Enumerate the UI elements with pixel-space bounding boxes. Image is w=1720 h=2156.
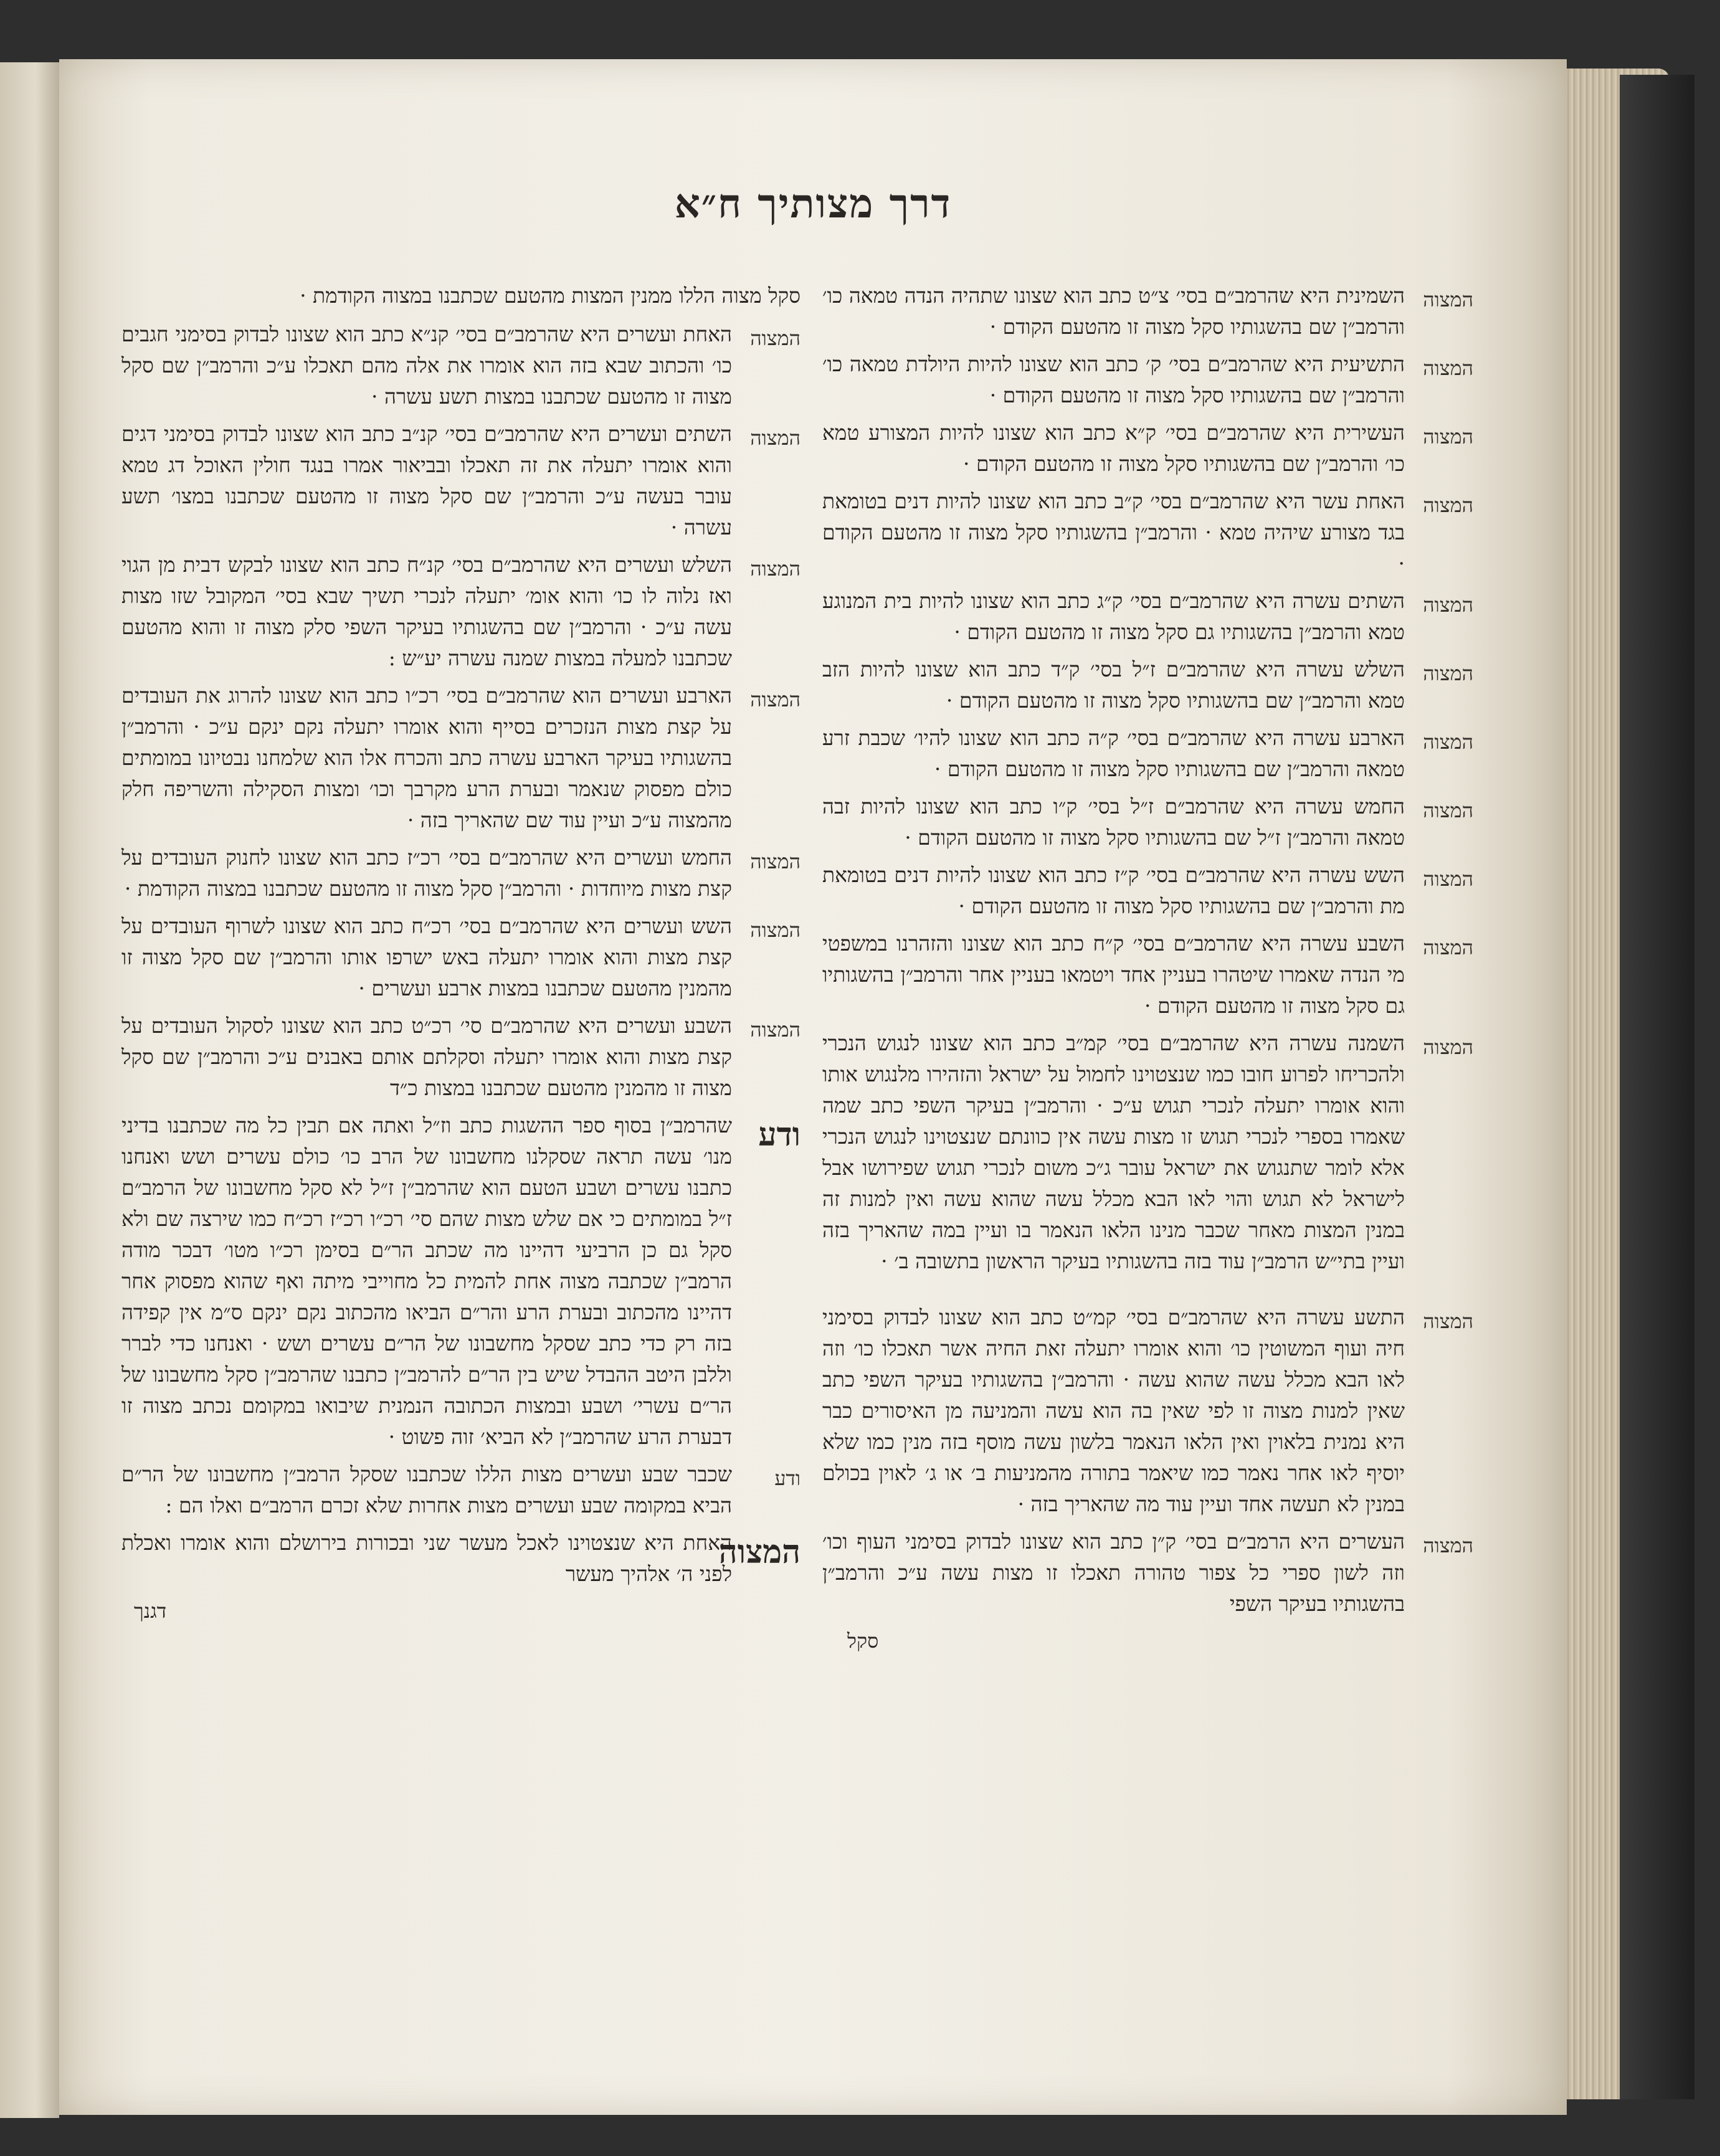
commandment-entry [121,419,801,543]
entry-label: המצוה [1423,867,1473,891]
commandment-entry [121,680,801,836]
entry-label: המצוה [750,557,801,581]
entry-text: העשרים היא הרמב״ם בסי׳ ק״ן כתב הוא שצונו לבדוק בסימני העוף וכו׳ וזה לשון ספרי כל צפור טהורה תאכלו זו מצות עשה ע״כ והרמב״ן בהשגותיו בעיקר השפי [822,1529,1405,1616]
entry-label: המצוה [1423,1309,1473,1333]
entry-text: האחת ועשרים היא שהרמב״ם בסי׳ קנ״א כתב הוא שצונו לבדוק בסימני חגבים כו׳ והכתוב שבא בזה הוא אומרו את אלה מהם תאכלו ע״כ והרמב״ן שם סקל מצוה זו מהטעם שכתבנו במצות תשע עשרה · [121,322,732,409]
entry-label: המצוה [1423,493,1473,517]
entry-text: הארבע עשרה היא שהרמב״ם בסי׳ ק״ה כתב הוא שצונו להיו׳ שכבת זרע טמאה והרמב״ן שם בהשגותיו סקל מצוה זו מהטעם הקודם · [822,726,1405,781]
entry-label: המצוה [1423,1035,1473,1059]
entry-text: העשירית היא שהרמב״ם בסי׳ ק״א כתב הוא שצונו להיות המצורע טמא כו׳ והרמב״ן שם בהשגותיו סקל מצוה זו מהטעם הקודם · [822,420,1405,476]
left-column [121,280,801,1626]
commandment-entry [822,349,1473,411]
column-intro: סקל מצוה הללו ממנין המצות מהטעם שכתבנו במצוה הקודמת · [300,283,801,308]
page-title: דרך מצותיך ח״א [674,181,952,227]
entry-text: השבע ועשרים היא שהרמב״ם סי׳ רכ״ט כתב הוא שצונו לסקול העובדים על קצת מצות והוא אומרו יתעלה וסקלתם אותם באבנים ע״כ והרמב״ן שם סקל מצוה זו מהמנין מהטעם שכתבנו במצות כ״ד [121,1014,732,1100]
commandment-entry [121,1527,801,1590]
commandment-entry [121,1010,801,1104]
right-column [822,280,1473,1656]
commandment-entry [822,1028,1473,1277]
book-cover-board [1620,75,1694,2099]
closing-text: שכבר שבע ועשרים מצות הללו שכתבנו שסקל הרמב״ן מחשבונו של הר״ם הביא במקומה שבע ועשרים מצות אחרות שלא זכרם הרמב״ם ואלו הם : [121,1462,732,1517]
commandment-entry [822,586,1473,648]
entry-label: המצוה [1423,593,1473,617]
entry-label: המצוה [1423,662,1473,685]
section-mark: ודע [758,1116,801,1154]
entry-text: השתים עשרה היא שהרמב״ם בסי׳ ק״ג כתב הוא שצונו להיות בית המנוגע טמא והרמב״ן בהשגותיו גם סקל מצוה זו מהטעם הקודם · [822,589,1405,644]
section-note [121,1110,801,1453]
commandment-entry [121,319,801,412]
entry-text: החמש עשרה היא שהרמב״ם ז״ל בסי׳ ק״ו כתב הוא שצונו להיות זבה טמאה והרמב״ן ז״ל שם בהשגותיו סקל מצוה זו מהטעם הקודם · [822,794,1405,850]
catchword: דגנך [134,1599,167,1623]
entry-label: המצוה [1423,425,1473,449]
entry-text: האחת היא שנצטוינו לאכל מעשר שני ובכורות בירושלם והוא אומרו ואכלת לפני ה׳ אלהיך מעשר [121,1531,732,1586]
section-text: שהרמב״ן בסוף ספר ההשגות כתב וז״ל ואתה אם תבין כל מה שכתבנו בדיני מנו׳ עשה תראה שסקלנו מחשבונו של הרב כו׳ כולם עשרים ושש ואנחנו כתבנו עשרים ושבע הטעם הוא שהרמב״ן ז״ל לא סקל מחשבונו של הרמב״ם ז״ל במומתים כי אם שלש מצות שהם סי׳ רכ״ו רכ״ז רכ״ח כמו שירצה שם ולא סקל גם כן הרביעי דהיינו מה שכתב הר״ם בסימן רכ״ו מטו׳ דבכר מודה הרמב״ן שכתבה מצוה אחת להמית כל מחוייבי מיתה ואף שהוא מפסוק אחר דהיינו מהכתוב ובערת הרע והר״ם הביאו מהכתוב נקם ינקם ס״מ אין קפידה בזה רק כדי כתב שסקל מחשבונו של הר״ם עשרים ושש · ואנחנו כדי לברר וללבן היטב ההבדל שיש בין הר״ם להרמב״ן כתבנו שהרמב״ן סקל מחשבונו של הר״ם עשרי׳ ושבע ובמצות הכתובה הנמנית שיבואו במקומם נכתב מצוה זו דבערת הרע שהרמב״ן לא הביא׳ זוה פשוט · [121,1113,732,1449]
entry-text: השש עשרה היא שהרמב״ם בסי׳ ק״ז כתב הוא שצונו להיות דנים בטומאת מת והרמב״ן שם בהשגותיו סקל מצוה זו מהטעם הקודם · [822,863,1405,918]
entry-text: החמש ועשרים היא שהרמב״ם בסי׳ רכ״ז כתב הוא שצונו לחנוק העובדים על קצת מצות מיוחדות · והרמב״ן סקל מצוה זו מהטעם שכתבנו במצוה הקודמת · [121,845,732,901]
entry-text: התשיעית היא שהרמב״ם בסי׳ ק׳ כתב הוא שצונו להיות היולדת טמאה כו׳ והרמב״ן שם בהשגותיו סקל מצוה זו מהטעם הקודם · [822,352,1405,407]
entry-text: השלש עשרה היא שהרמב״ם ז״ל בסי׳ ק״ד כתב הוא שצונו להיות הזב טמא והרמב״ן שם בהשגותיו סקל מצוה זו מהטעם הקודם · [822,657,1405,713]
running-header [59,181,1567,227]
commandment-entry [822,486,1473,579]
entry-text: האחת עשר היא שהרמב״ם בסי׳ ק״ב כתב הוא שצונו להיות דנים בטומאת בגד מצורע שיהיה טמא · והרמב״ן בהשגותיו סקל מצוה זו מהטעם הקודם · [822,489,1405,576]
entry-text: השש ועשרים היא שהרמב״ם בסי׳ רכ״ח כתב הוא שצונו לשרוף העובדים על קצת מצות והוא אומרו יתעלה באש ישרפו אותו והרמב״ן שם סקל מצוה זו מהמנין מהטעם שכתבנו במצות ארבע ועשרים · [121,914,732,1000]
entry-text: השתים ועשרים היא שהרמב״ם בסי׳ קנ״ב כתב הוא שצונו לבדוק בסימני דגים והוא אומרו יתעלה את זה תאכלו ובביאור אמרו בנגד חולין האוכל דג טמא עובר בעשה ע״כ והרמב״ן שם סקל מצוה זו מהטעם שכתבנו במצו׳ תשע עשרה · [121,422,732,539]
entry-label: המצוה [1423,288,1473,311]
closing-mark: ודע [774,1466,801,1490]
entry-label: המצוה [750,426,801,450]
entry-label: המצוה [750,918,801,942]
commandment-entry [822,791,1473,853]
entry-label: המצוה [1423,1534,1473,1557]
entry-text: השבע עשרה היא שהרמב״ם בסי׳ ק״ח כתב הוא שצונו והזהרנו במשפטי מי הנדה שאמרו שיטהרו בעניין אחד ויטמאו בעניין אחר והרמב״ן בהשגותיו גם סקל מצוה זו מהטעם הקודם · [822,931,1405,1018]
entry-label: המצוה [1423,730,1473,754]
commandment-entry [121,911,801,1004]
entry-label: המצוה [750,1018,801,1042]
catchword: סקל [847,1629,879,1653]
commandment-entry [822,1526,1473,1620]
commandment-entry [822,1302,1473,1520]
commandment-entry [121,549,801,674]
book-page [59,59,1567,2115]
entry-label: המצוה [750,326,801,350]
commandment-entry [121,842,801,905]
entry-label: המצוה [750,688,801,711]
entry-text: הארבע ועשרים הוא שהרמב״ם בסי׳ רכ״ו כתב הוא שצונו להרוג את העובדים על קצת מצות הנזכרים בסייף והוא אומרו יתעלה נקם ינקם ע״כ · והרמב״ן בהשגותיו בעיקר הארבע עשרה כתב והכרח אלו הוא שלמחנו נבטיונו במומתים כולם מפסוק שנאמר ובערת הרע מקרבך וכו׳ ומצות הסקילה והשריפה חלק מהמצוה ע״כ ועיין עוד שם שהאריך בזה · [121,683,732,832]
book-left-edge [0,62,59,2118]
entry-text: התשע עשרה היא שהרמב״ם בסי׳ קמ״ט כתב הוא שצונו לבדוק בסימני חיה ועוף המשוטין כו׳ והוא אומרו יתעלה זאת החיה אשר תאכלו כו׳ וזה לאו הבא מכלל עשה שהוא עשה · והרמב״ן בהשגותיו בעיקר השפי כתב שאין למנות מצוה זו לפי שאין בה הוא עשה והמניעה מן האיסורים כבר היא נמנית בלאוין ואין הלאו הנאמר בלשון עשה מוסף בזה מנין כמו שלא יוסיף לאו אחר נאמר כמו שיאמר בתורה מהמניעות ב׳ או ג׳ לאוין בכולם במנין לא תעשה אחד ועיין עוד מה שהאריך בזה · [822,1305,1405,1516]
closing-note [121,1459,801,1521]
entry-label: המצוה [1423,936,1473,959]
commandment-entry [822,860,1473,922]
commandment-entry [822,723,1473,785]
commandment-entry [822,280,1473,343]
commandment-entry [822,928,1473,1022]
commandment-entry [822,654,1473,716]
commandment-entry [822,417,1473,480]
entry-text: השמנה עשרה היא שהרמב״ם בסי׳ קמ״ב כתב הוא שצונו לנגוש הנכרי ולהכריחו לפרוע חובו כמו שנצטוינו לחמול על ישראל והזהירו מלנגוש אותו והוא אומרו יתעלה לנכרי תגוש ע״כ · והרמב״ן בעיקר השפי כתב שמה שאמרו בספרי לנכרי תגוש זו מצות עשה אין כוונתם שנצטוינו לנגוש הנכרי אלא לומר שתנגוש את ישראל עובר ג״כ משום לנכרי תגוש שפירושו אבל לישראל לא תגוש והוי לאו הבא מכלל עשה שהוא עשה ואין למנות זה במנין המצות מאחר שכבר מנינו הלאו הנאמר בו ועיין במה שהאריך בזה ועיין בתי״ש הרמב״ן עוד בזה בהשגותיו בעיקר הראשון בתשובה ב׳ · [822,1031,1405,1273]
entry-label: המצוה [1423,799,1473,822]
entry-text: השמינית היא שהרמב״ם בסי׳ צ״ט כתב הוא שצונו שתהיה הנדה טמאה כו׳ והרמב״ן שם בהשגותיו סקל מצוה זו מהטעם הקודם · [822,283,1405,339]
entry-label-large: המצוה [718,1533,801,1571]
entry-label: המצוה [1423,356,1473,380]
entry-text: השלש ועשרים היא שהרמב״ם בסי׳ קנ״ח כתב הוא שצונו לבקש דבית מן הגוי ואז נלוה לו כו׳ והוא אומ׳ יתעלה לנכרי תשיך שבא בסי׳ המקובל שזו מצות עשה ע״כ · והרמב״ן שם בהשגותיו בעיקר השפי סלק מצוה זו והוא מהטעם שכתבנו למעלה במצות שמנה עשרה יע״ש : [121,553,732,670]
entry-label: המצוה [750,850,801,873]
